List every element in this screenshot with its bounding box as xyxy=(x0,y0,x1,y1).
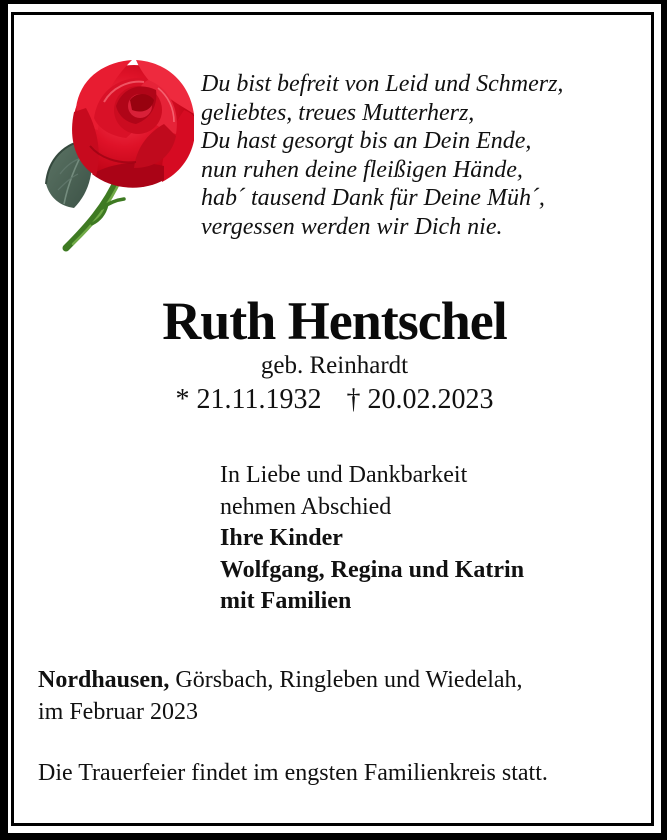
birth-date: * 21.11.1932 xyxy=(175,384,322,415)
city-name: Nordhausen, xyxy=(38,667,170,693)
location-line xyxy=(38,664,523,696)
obituary-card xyxy=(8,4,661,833)
poem-line: Du bist befreit von Leid und Schmerz, xyxy=(201,71,564,97)
death-date: † 20.02.2023 xyxy=(346,384,494,415)
memorial-poem xyxy=(201,70,563,242)
poem-line: hab´ tausend Dank für Deine Müh´, xyxy=(201,185,545,212)
poem-line: vergessen werden wir Dich nie. xyxy=(201,213,503,240)
poem-line: geliebtes, treues Mutterherz, xyxy=(201,99,475,126)
farewell-line-children: Ihre Kinder xyxy=(220,525,343,551)
ceremony-note: Die Trauerfeier findet im engsten Familienkreis statt. xyxy=(38,760,548,786)
farewell-line-families: mit Familien xyxy=(220,588,352,614)
rose-image xyxy=(42,56,194,254)
maiden-name: geb. Reinhardt xyxy=(260,352,409,379)
farewell-line: nehmen Abschied xyxy=(220,493,392,520)
city-list: Görsbach, Ringleben und Wiedelah, xyxy=(169,667,523,693)
deceased-name: Ruth Hentschel xyxy=(162,291,507,351)
poem-line: nun ruhen deine fleißigen Hände, xyxy=(201,156,523,183)
farewell-block xyxy=(220,460,524,618)
date-line: im Februar 2023 xyxy=(38,699,198,725)
farewell-line-names: Wolfgang, Regina und Katrin xyxy=(220,556,525,583)
location-date-block xyxy=(38,664,523,728)
poem-line: Du hast gesorgt bis an Dein Ende, xyxy=(201,128,532,155)
life-dates xyxy=(8,384,661,416)
red-rose-icon xyxy=(42,56,194,254)
farewell-line: In Liebe und Dankbarkeit xyxy=(220,462,468,488)
